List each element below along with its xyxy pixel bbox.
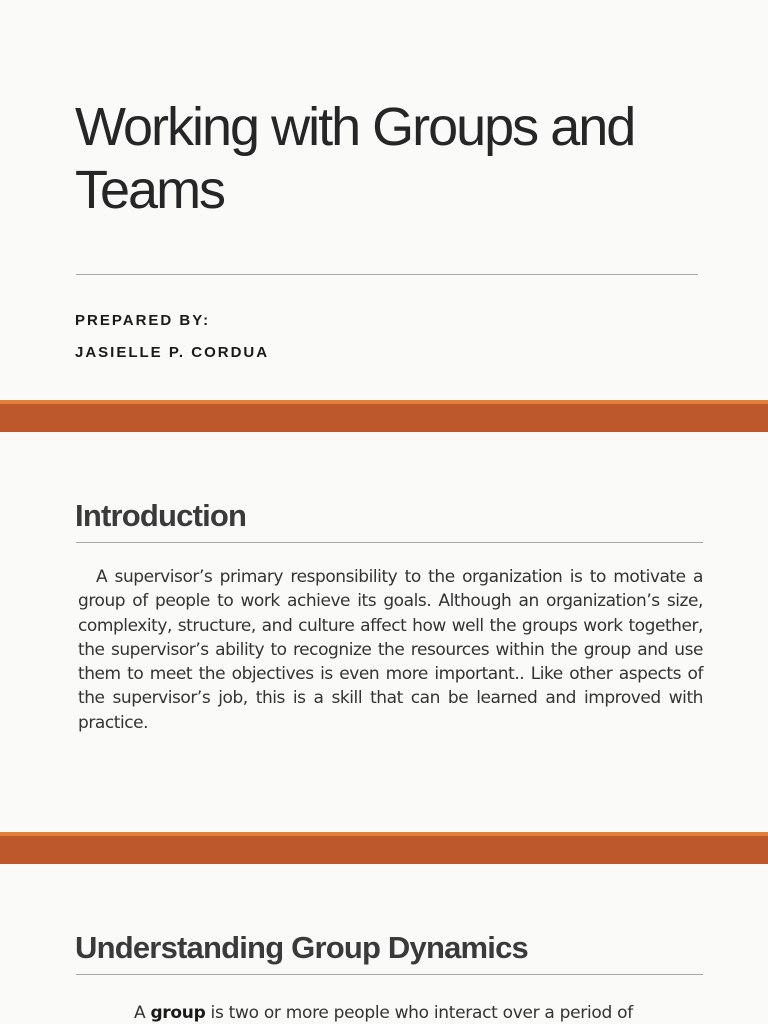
group-definition-paragraph — [134, 1001, 712, 1024]
prepared-by-label: PREPARED BY: — [75, 312, 211, 329]
group-term: group — [150, 1003, 206, 1023]
group-dynamics-slide — [0, 864, 768, 1024]
group-definition-prefix: A — [134, 1003, 151, 1023]
introduction-divider — [76, 542, 703, 543]
slide-separator — [0, 400, 768, 432]
title-slide — [0, 0, 768, 400]
group-dynamics-heading: Understanding Group Dynamics — [75, 930, 528, 965]
introduction-paragraph: A supervisor’s primary responsibility to the organization is to motivate a group of people to work achieve its goals. Although an organization’s size, complexity, structure, and culture affect how well the groups work together, the supervisor’s ability to recognize the resources within the group and use them to meet the objectives is even more important.. Like other aspects of the supervisor’s job, this is a skill that can be learned and improved with practice. — [78, 567, 703, 733]
introduction-slide — [0, 432, 768, 832]
document-title: Working with Groups and Teams — [75, 97, 635, 220]
group-definition-text: is two or more people who interact over a period of — [205, 1003, 633, 1023]
title-divider — [76, 274, 698, 275]
introduction-heading: Introduction — [75, 498, 247, 533]
group-dynamics-divider — [76, 974, 703, 975]
slide-separator — [0, 832, 768, 864]
author-name: JASIELLE P. CORDUA — [75, 344, 270, 361]
